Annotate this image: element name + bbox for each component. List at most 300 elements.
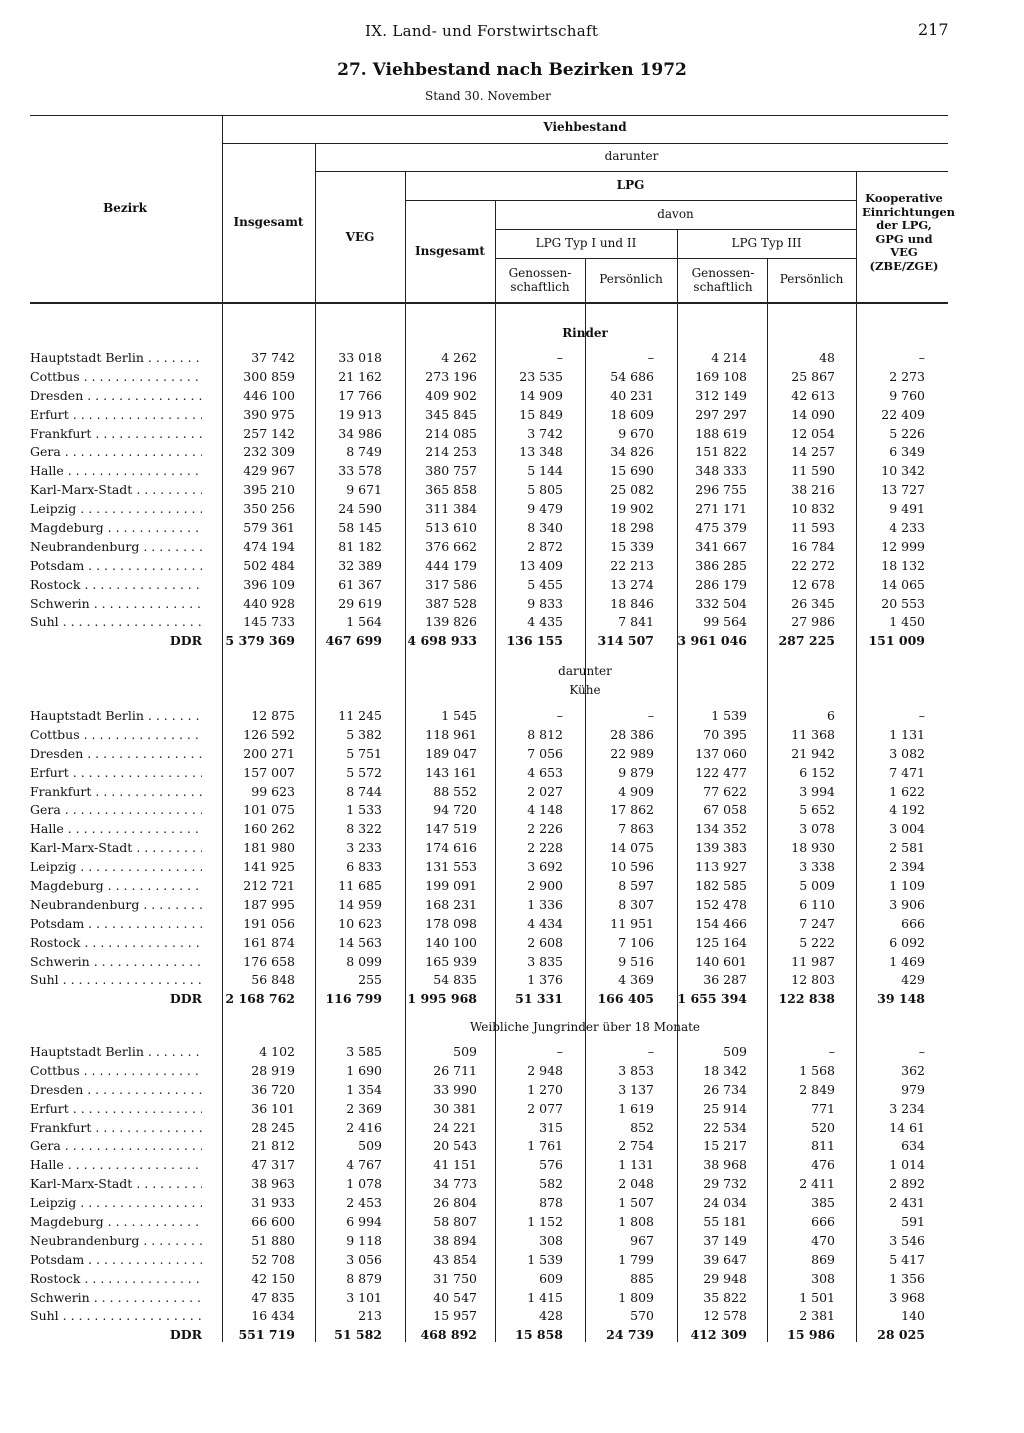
- bezirk-name: Rostock . . .: [30, 1271, 202, 1286]
- table-cell: 286 179: [695, 576, 747, 592]
- table-cell: 16 434: [251, 1308, 295, 1324]
- table-cell: –: [918, 350, 925, 365]
- table-cell: 257 142: [243, 425, 295, 441]
- total-label: DDR: [169, 991, 202, 1007]
- table-row: [0, 952, 1024, 971]
- table-cell: 570: [630, 1308, 654, 1324]
- bezirk-name: Neubrandenburg . . .: [30, 539, 202, 554]
- table-cell: 113 927: [695, 859, 747, 875]
- table-cell: 191 056: [243, 915, 295, 931]
- table-cell: 468 892: [420, 1327, 477, 1343]
- table-cell: 6 152: [799, 764, 835, 780]
- table-cell: 7 106: [618, 934, 654, 950]
- table-cell: 409 902: [425, 387, 477, 403]
- table-cell: 3 835: [527, 953, 563, 969]
- table-row: [0, 819, 1024, 838]
- table-cell: 15 986: [787, 1327, 835, 1343]
- table-cell: 362: [901, 1062, 925, 1078]
- table-cell: 341 667: [695, 538, 747, 554]
- table-cell: 2 027: [527, 783, 563, 799]
- table-cell: 6 110: [799, 896, 835, 912]
- section-title-jungrinder: Weibliche Jungrinder über 18 Monate: [469, 1020, 701, 1034]
- table-cell: 296 755: [695, 482, 747, 498]
- table-cell: 5 379 369: [225, 633, 295, 649]
- table-cell: 10 832: [791, 501, 835, 517]
- table-cell: 118 961: [425, 726, 477, 742]
- table-cell: 666: [811, 1214, 835, 1230]
- table-cell: 440 928: [243, 595, 295, 611]
- table-cell: 1 619: [618, 1100, 654, 1116]
- table-cell: 979: [901, 1081, 925, 1097]
- table-cell: 18 298: [610, 520, 654, 536]
- table-cell: 67 058: [703, 802, 747, 818]
- table-cell: 12 999: [881, 538, 925, 554]
- table-cell: 350 256: [243, 501, 295, 517]
- bezirk-name: Neubrandenburg . . .: [30, 897, 202, 912]
- table-cell: 9 760: [889, 387, 925, 403]
- table-cell: 51 582: [334, 1327, 382, 1343]
- table-cell: 15 690: [610, 463, 654, 479]
- table-cell: 11 951: [610, 915, 654, 931]
- table-cell: 1 109: [889, 878, 925, 894]
- table-cell: 174 616: [425, 840, 477, 856]
- table-cell: 332 504: [695, 595, 747, 611]
- table-cell: 8 340: [527, 520, 563, 536]
- bezirk-name: Karl-Marx-Stadt . . .: [30, 840, 202, 855]
- table-row: [0, 424, 1024, 443]
- table-cell: –: [647, 1044, 654, 1059]
- table-cell: 312 149: [695, 387, 747, 403]
- table-cell: 2 431: [889, 1195, 925, 1211]
- table-cell: 2 416: [346, 1119, 382, 1135]
- table-cell: 1 808: [618, 1214, 654, 1230]
- table-row: [0, 1080, 1024, 1099]
- table-cell: 126 592: [243, 726, 295, 742]
- table-cell: 11 593: [791, 520, 835, 536]
- table-cell: 6 833: [346, 859, 382, 875]
- table-cell: 13 409: [519, 557, 563, 573]
- table-cell: 1 152: [527, 1214, 563, 1230]
- table-row: [0, 706, 1024, 725]
- table-cell: 182 585: [695, 878, 747, 894]
- table-cell: 7 247: [799, 915, 835, 931]
- header-kooperative: Kooperative Einrichtungen der LPG, GPG und VEG (ZBE/ZGE): [862, 191, 956, 273]
- table-cell: 1 545: [441, 708, 477, 723]
- table-row: [0, 518, 1024, 537]
- bezirk-name: Magdeburg . . .: [30, 878, 202, 893]
- header-insgesamt: Insgesamt: [233, 215, 304, 229]
- bezirk-name: Cottbus . . .: [30, 727, 202, 742]
- table-cell: 4 767: [346, 1157, 382, 1173]
- table-cell: 214 085: [425, 425, 477, 441]
- table-row: [0, 800, 1024, 819]
- bezirk-name: Cottbus . . .: [30, 369, 202, 384]
- table-row: [0, 744, 1024, 763]
- bezirk-name: Erfurt . . .: [30, 1101, 202, 1116]
- table-cell: 1 622: [889, 783, 925, 799]
- table-row: [0, 1061, 1024, 1080]
- header-darunter: darunter: [604, 149, 659, 163]
- bezirk-name: Suhl . . .: [30, 614, 202, 629]
- table-cell: 151 822: [695, 444, 747, 460]
- table-cell: 26 804: [433, 1195, 477, 1211]
- table-cell: 551 719: [238, 1327, 295, 1343]
- table-cell: 3 994: [799, 783, 835, 799]
- table-subtitle: Stand 30. November: [425, 89, 551, 103]
- page-number: 217: [918, 20, 949, 39]
- table-cell: 4 233: [889, 520, 925, 536]
- bezirk-name: Karl-Marx-Stadt . . .: [30, 482, 202, 497]
- table-cell: 1 415: [527, 1289, 563, 1305]
- table-cell: 3 742: [527, 425, 563, 441]
- table-cell: 40 547: [433, 1289, 477, 1305]
- table-cell: 5 805: [527, 482, 563, 498]
- table-cell: 48: [819, 350, 835, 365]
- table-cell: 1 799: [618, 1251, 654, 1267]
- table-row: [0, 1231, 1024, 1250]
- table-cell: 5 144: [527, 463, 563, 479]
- table-row: [0, 461, 1024, 480]
- table-cell: 771: [811, 1100, 835, 1116]
- table-cell: 37 742: [251, 350, 295, 365]
- table-cell: 1 809: [618, 1289, 654, 1305]
- table-cell: 475 379: [695, 520, 747, 536]
- table-row: [0, 857, 1024, 876]
- table-cell: 13 274: [610, 576, 654, 592]
- table-cell: 34 986: [338, 425, 382, 441]
- header-lpg: LPG: [616, 178, 645, 192]
- table-cell: 36 287: [703, 972, 747, 988]
- table-total-row: [0, 631, 1024, 650]
- table-cell: 317 586: [425, 576, 477, 592]
- section-rows-rinder: [0, 348, 1024, 650]
- table-cell: 25 082: [610, 482, 654, 498]
- table-cell: 9 879: [618, 764, 654, 780]
- bezirk-name: Gera . . .: [30, 1138, 202, 1153]
- table-cell: 19 913: [338, 406, 382, 422]
- bezirk-name: Gera . . .: [30, 802, 202, 817]
- table-cell: 11 987: [791, 953, 835, 969]
- header-bezirk: Bezirk: [103, 201, 147, 215]
- table-cell: 14 563: [338, 934, 382, 950]
- table-total-row: [0, 989, 1024, 1008]
- table-cell: 1 995 968: [407, 991, 477, 1007]
- table-cell: 314 507: [597, 633, 654, 649]
- table-cell: 122 838: [778, 991, 835, 1007]
- header-veg: VEG: [345, 230, 375, 244]
- bezirk-name: Neubrandenburg . . .: [30, 1233, 202, 1248]
- table-cell: 139 383: [695, 840, 747, 856]
- table-cell: 4 435: [527, 614, 563, 630]
- table-cell: 2 381: [799, 1308, 835, 1324]
- table-cell: –: [647, 350, 654, 365]
- table-cell: 12 875: [251, 708, 295, 723]
- header-bottom-rule: [30, 302, 948, 304]
- table-cell: 36 720: [251, 1081, 295, 1097]
- table-cell: 2 581: [889, 840, 925, 856]
- table-cell: 35 822: [703, 1289, 747, 1305]
- table-cell: 967: [630, 1232, 654, 1248]
- table-cell: 3 234: [889, 1100, 925, 1116]
- table-cell: 3 961 046: [677, 633, 747, 649]
- table-row: [0, 933, 1024, 952]
- table-cell: 2 872: [527, 538, 563, 554]
- table-cell: 12 054: [791, 425, 835, 441]
- table-cell: 58 807: [433, 1214, 477, 1230]
- table-cell: 273 196: [425, 368, 477, 384]
- rule-lpg: [405, 200, 856, 201]
- table-cell: 38 963: [251, 1176, 295, 1192]
- table-cell: 51 331: [515, 991, 563, 1007]
- table-cell: 2 900: [527, 878, 563, 894]
- table-cell: 18 132: [881, 557, 925, 573]
- table-cell: 4 262: [441, 350, 477, 365]
- table-cell: 16 784: [791, 538, 835, 554]
- table-cell: 29 619: [338, 595, 382, 611]
- table-cell: 99 564: [703, 614, 747, 630]
- table-cell: 5 382: [346, 726, 382, 742]
- table-cell: 14 909: [519, 387, 563, 403]
- table-cell: 41 151: [433, 1157, 477, 1173]
- table-cell: 47 317: [251, 1157, 295, 1173]
- table-row: [0, 1269, 1024, 1288]
- table-cell: 88 552: [433, 783, 477, 799]
- table-cell: 1 376: [527, 972, 563, 988]
- table-cell: 140 601: [695, 953, 747, 969]
- table-cell: 1 761: [527, 1138, 563, 1154]
- table-cell: 200 271: [243, 745, 295, 761]
- table-cell: 1 507: [618, 1195, 654, 1211]
- table-cell: 609: [539, 1270, 563, 1286]
- table-row: [0, 442, 1024, 461]
- table-cell: 14 257: [791, 444, 835, 460]
- table-cell: 520: [811, 1119, 835, 1135]
- section-rows-kuehe: [0, 706, 1024, 1008]
- table-cell: 5 417: [889, 1251, 925, 1267]
- table-cell: 5 751: [346, 745, 382, 761]
- table-row: [0, 405, 1024, 424]
- table-cell: 28 245: [251, 1119, 295, 1135]
- table-cell: 2 411: [799, 1176, 835, 1192]
- table-cell: 4 909: [618, 783, 654, 799]
- table-cell: 3 692: [527, 859, 563, 875]
- table-row: [0, 914, 1024, 933]
- table-cell: 6 349: [889, 444, 925, 460]
- table-cell: 137 060: [695, 745, 747, 761]
- table-cell: 33 018: [338, 350, 382, 365]
- table-cell: 66 600: [251, 1214, 295, 1230]
- table-row: [0, 763, 1024, 782]
- header-lpg-typ-3: LPG Typ III: [731, 236, 802, 250]
- table-cell: 51 880: [251, 1232, 295, 1248]
- table-cell: 385: [811, 1195, 835, 1211]
- table-row: [0, 782, 1024, 801]
- header-genossenschaftlich-1: Genossen-schaftlich: [508, 266, 572, 294]
- table-cell: 467 699: [325, 633, 382, 649]
- bezirk-name: Hauptstadt Berlin . . .: [30, 708, 202, 723]
- table-cell: 2 369: [346, 1100, 382, 1116]
- rule-darunter: [315, 171, 948, 172]
- table-row: [0, 367, 1024, 386]
- table-cell: 390 975: [243, 406, 295, 422]
- bezirk-name: Hauptstadt Berlin . . .: [30, 350, 202, 365]
- table-cell: 11 590: [791, 463, 835, 479]
- table-cell: 15 858: [515, 1327, 563, 1343]
- table-cell: 14 090: [791, 406, 835, 422]
- bezirk-name: Schwerin . . .: [30, 596, 202, 611]
- table-cell: 27 986: [791, 614, 835, 630]
- table-cell: 2 273: [889, 368, 925, 384]
- table-cell: 308: [539, 1232, 563, 1248]
- total-label: DDR: [169, 633, 202, 649]
- table-cell: 25 914: [703, 1100, 747, 1116]
- table-cell: 33 990: [433, 1081, 477, 1097]
- table-cell: 70 395: [703, 726, 747, 742]
- bezirk-name: Halle . . .: [30, 1157, 202, 1172]
- table-cell: –: [556, 1044, 563, 1059]
- bezirk-name: Halle . . .: [30, 821, 202, 836]
- table-cell: 3 082: [889, 745, 925, 761]
- table-cell: 13 348: [519, 444, 563, 460]
- table-cell: 297 297: [695, 406, 747, 422]
- table-cell: 15 849: [519, 406, 563, 422]
- table-cell: 579 361: [243, 520, 295, 536]
- table-cell: 140: [901, 1308, 925, 1324]
- table-cell: 52 708: [251, 1251, 295, 1267]
- table-cell: 61 367: [338, 576, 382, 592]
- table-cell: 1 539: [527, 1251, 563, 1267]
- table-cell: 9 833: [527, 595, 563, 611]
- table-cell: 1 450: [889, 614, 925, 630]
- table-cell: 9 479: [527, 501, 563, 517]
- table-cell: 39 148: [877, 991, 925, 1007]
- table-cell: 5 455: [527, 576, 563, 592]
- header-genossenschaftlich-2: Genossen-schaftlich: [691, 266, 755, 294]
- table-cell: 165 939: [425, 953, 477, 969]
- table-cell: 18 846: [610, 595, 654, 611]
- table-cell: 502 484: [243, 557, 295, 573]
- table-cell: 3 968: [889, 1289, 925, 1305]
- table-cell: 1 564: [346, 614, 382, 630]
- table-cell: –: [918, 1044, 925, 1059]
- section-subtitle-kuehe: Kühe: [569, 683, 601, 697]
- table-cell: 311 384: [425, 501, 477, 517]
- table-cell: 21 162: [338, 368, 382, 384]
- table-cell: 3 585: [346, 1044, 382, 1059]
- table-cell: 1 078: [346, 1176, 382, 1192]
- table-cell: 315: [539, 1119, 563, 1135]
- header-persoenlich-1: Persönlich: [599, 272, 663, 286]
- table-cell: –: [556, 708, 563, 723]
- table-cell: 22 989: [610, 745, 654, 761]
- table-cell: 5 652: [799, 802, 835, 818]
- table-cell: 386 285: [695, 557, 747, 573]
- table-cell: 1 469: [889, 953, 925, 969]
- table-cell: 145 733: [243, 614, 295, 630]
- table-cell: 1 501: [799, 1289, 835, 1305]
- table-cell: 213: [358, 1308, 382, 1324]
- table-cell: 2 394: [889, 859, 925, 875]
- table-cell: 576: [539, 1157, 563, 1173]
- header-davon: davon: [657, 207, 694, 221]
- table-cell: 43 854: [433, 1251, 477, 1267]
- table-cell: 476: [811, 1157, 835, 1173]
- bezirk-name: Erfurt . . .: [30, 407, 202, 422]
- table-cell: 869: [811, 1251, 835, 1267]
- table-cell: 666: [901, 915, 925, 931]
- table-cell: 169 108: [695, 368, 747, 384]
- table-row: [0, 348, 1024, 367]
- table-cell: 15 957: [433, 1308, 477, 1324]
- total-label: DDR: [169, 1327, 202, 1343]
- table-row: [0, 1212, 1024, 1231]
- table-cell: 429 967: [243, 463, 295, 479]
- table-cell: 11 245: [338, 708, 382, 723]
- table-cell: 396 109: [243, 576, 295, 592]
- table-cell: 271 171: [695, 501, 747, 517]
- table-cell: 634: [901, 1138, 925, 1154]
- table-cell: 1 354: [346, 1081, 382, 1097]
- table-cell: 160 262: [243, 821, 295, 837]
- table-cell: 9 670: [618, 425, 654, 441]
- table-cell: 9 118: [346, 1232, 382, 1248]
- table-cell: 214 253: [425, 444, 477, 460]
- table-cell: 11 685: [338, 878, 382, 894]
- table-cell: 161 874: [243, 934, 295, 950]
- table-cell: 1 356: [889, 1270, 925, 1286]
- bezirk-name: Cottbus . . .: [30, 1063, 202, 1078]
- table-cell: 4 214: [711, 350, 747, 365]
- table-cell: 18 609: [610, 406, 654, 422]
- table-cell: 28 386: [610, 726, 654, 742]
- bezirk-name: Dresden . . .: [30, 746, 202, 761]
- table-cell: 412 309: [690, 1327, 747, 1343]
- table-cell: 42 150: [251, 1270, 295, 1286]
- table-cell: 18 930: [791, 840, 835, 856]
- table-cell: 31 933: [251, 1195, 295, 1211]
- table-cell: 23 535: [519, 368, 563, 384]
- table-cell: 122 477: [695, 764, 747, 780]
- table-cell: 125 164: [695, 934, 747, 950]
- table-cell: 14 065: [881, 576, 925, 592]
- table-row: [0, 1155, 1024, 1174]
- table-cell: 1 131: [618, 1157, 654, 1173]
- bezirk-name: Rostock . . .: [30, 577, 202, 592]
- header-persoenlich-2: Persönlich: [779, 272, 844, 286]
- table-cell: 1 690: [346, 1062, 382, 1078]
- table-cell: 8 597: [618, 878, 654, 894]
- table-cell: 2 754: [618, 1138, 654, 1154]
- table-cell: 470: [811, 1232, 835, 1248]
- header-lpg-insgesamt: Insgesamt: [415, 244, 485, 258]
- table-row: [0, 1174, 1024, 1193]
- table-cell: 26 734: [703, 1081, 747, 1097]
- table-cell: 3 853: [618, 1062, 654, 1078]
- table-cell: 28 919: [251, 1062, 295, 1078]
- table-cell: 54 835: [433, 972, 477, 988]
- table-cell: 29 948: [703, 1270, 747, 1286]
- table-cell: 11 368: [791, 726, 835, 742]
- table-cell: 4 698 933: [407, 633, 477, 649]
- table-cell: 4 148: [527, 802, 563, 818]
- table-cell: 3 233: [346, 840, 382, 856]
- table-cell: 25 867: [791, 368, 835, 384]
- table-cell: 1 568: [799, 1062, 835, 1078]
- table-cell: 22 534: [703, 1119, 747, 1135]
- header-viehbestand: Viehbestand: [543, 120, 627, 134]
- table-cell: 139 826: [425, 614, 477, 630]
- table-cell: 26 711: [433, 1062, 477, 1078]
